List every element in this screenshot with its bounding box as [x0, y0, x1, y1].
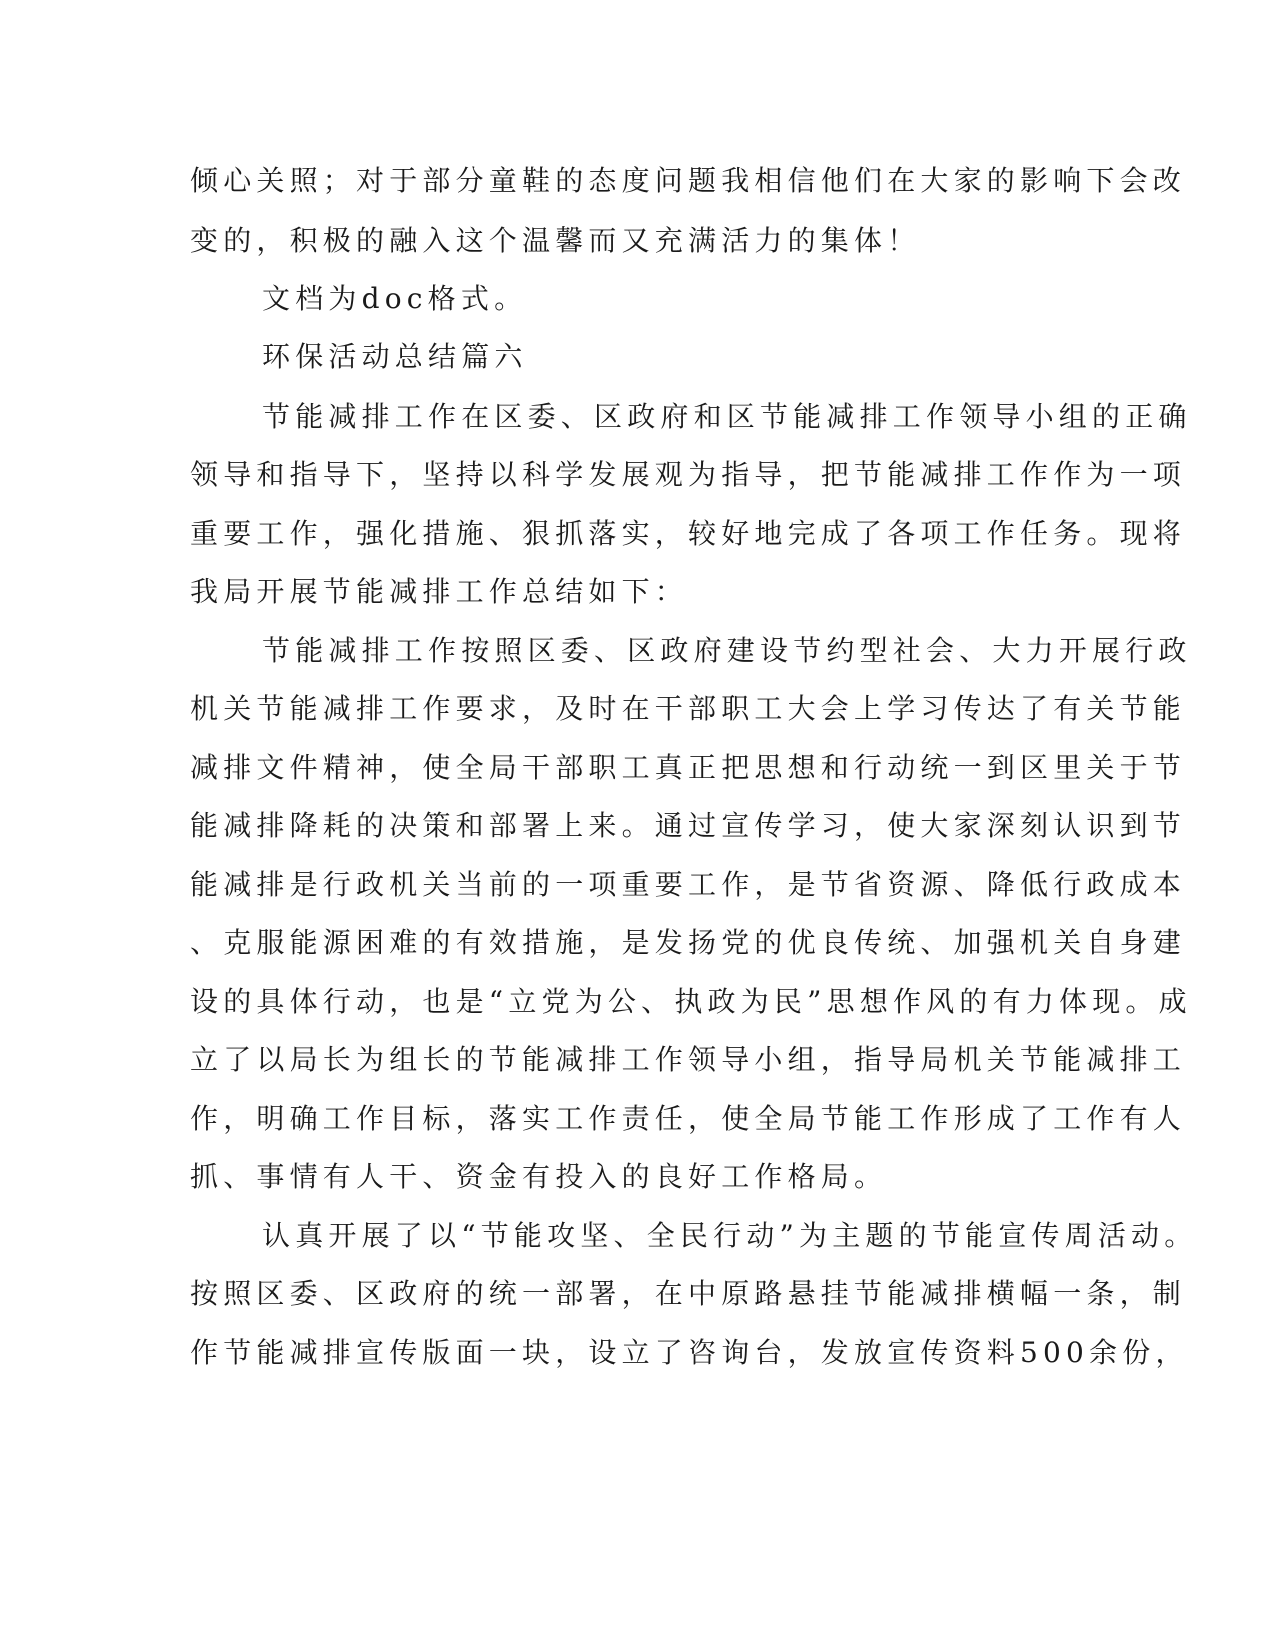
section-heading: 环保活动总结篇六: [262, 340, 528, 373]
text-line: 立了以局长为组长的节能减排工作领导小组，指导局机关节能减排工: [190, 1043, 1187, 1076]
text-line: 变的，积极的融入这个温馨而又充满活力的集体！: [190, 224, 921, 257]
text-line: 设的具体行动，也是“立党为公、执政为民”思想作风的有力体现。成: [190, 985, 1192, 1018]
text-line: 抓、事情有人干、资金有投入的良好工作格局。: [190, 1160, 888, 1193]
text-line: 倾心关照；对于部分童鞋的态度问题我相信他们在大家的影响下会改: [190, 164, 1187, 197]
text-line: 机关节能减排工作要求，及时在干部职工大会上学习传达了有关节能: [190, 692, 1187, 725]
text-line: 我局开展节能减排工作总结如下：: [190, 575, 689, 608]
text-line: 领导和指导下，坚持以科学发展观为指导，把节能减排工作作为一项: [190, 458, 1187, 491]
text-line: 能减排降耗的决策和部署上来。通过宣传学习，使大家深刻认识到节: [190, 809, 1187, 842]
text-line: 作节能减排宣传版面一块，设立了咨询台，发放宣传资料500余份，: [190, 1336, 1189, 1369]
text-line: 节能减排工作在区委、区政府和区节能减排工作领导小组的正确: [262, 400, 1192, 433]
text-line: 文档为doc格式。: [262, 282, 528, 315]
text-line: 、克服能源困难的有效措施，是发扬党的优良传统、加强机关自身建: [190, 926, 1187, 959]
text-line: 能减排是行政机关当前的一项重要工作，是节省资源、降低行政成本: [190, 868, 1187, 901]
text-line: 认真开展了以“节能攻坚、全民行动”为主题的节能宣传周活动。: [262, 1219, 1198, 1252]
text-line: 作，明确工作目标，落实工作责任，使全局节能工作形成了工作有人: [190, 1102, 1187, 1135]
text-line: 重要工作，强化措施、狠抓落实，较好地完成了各项工作任务。现将: [190, 517, 1187, 550]
text-line: 节能减排工作按照区委、区政府建设节约型社会、大力开展行政: [262, 634, 1192, 667]
text-line: 减排文件精神，使全局干部职工真正把思想和行动统一到区里关于节: [190, 751, 1187, 784]
text-line: 按照区委、区政府的统一部署，在中原路悬挂节能减排横幅一条，制: [190, 1277, 1187, 1310]
